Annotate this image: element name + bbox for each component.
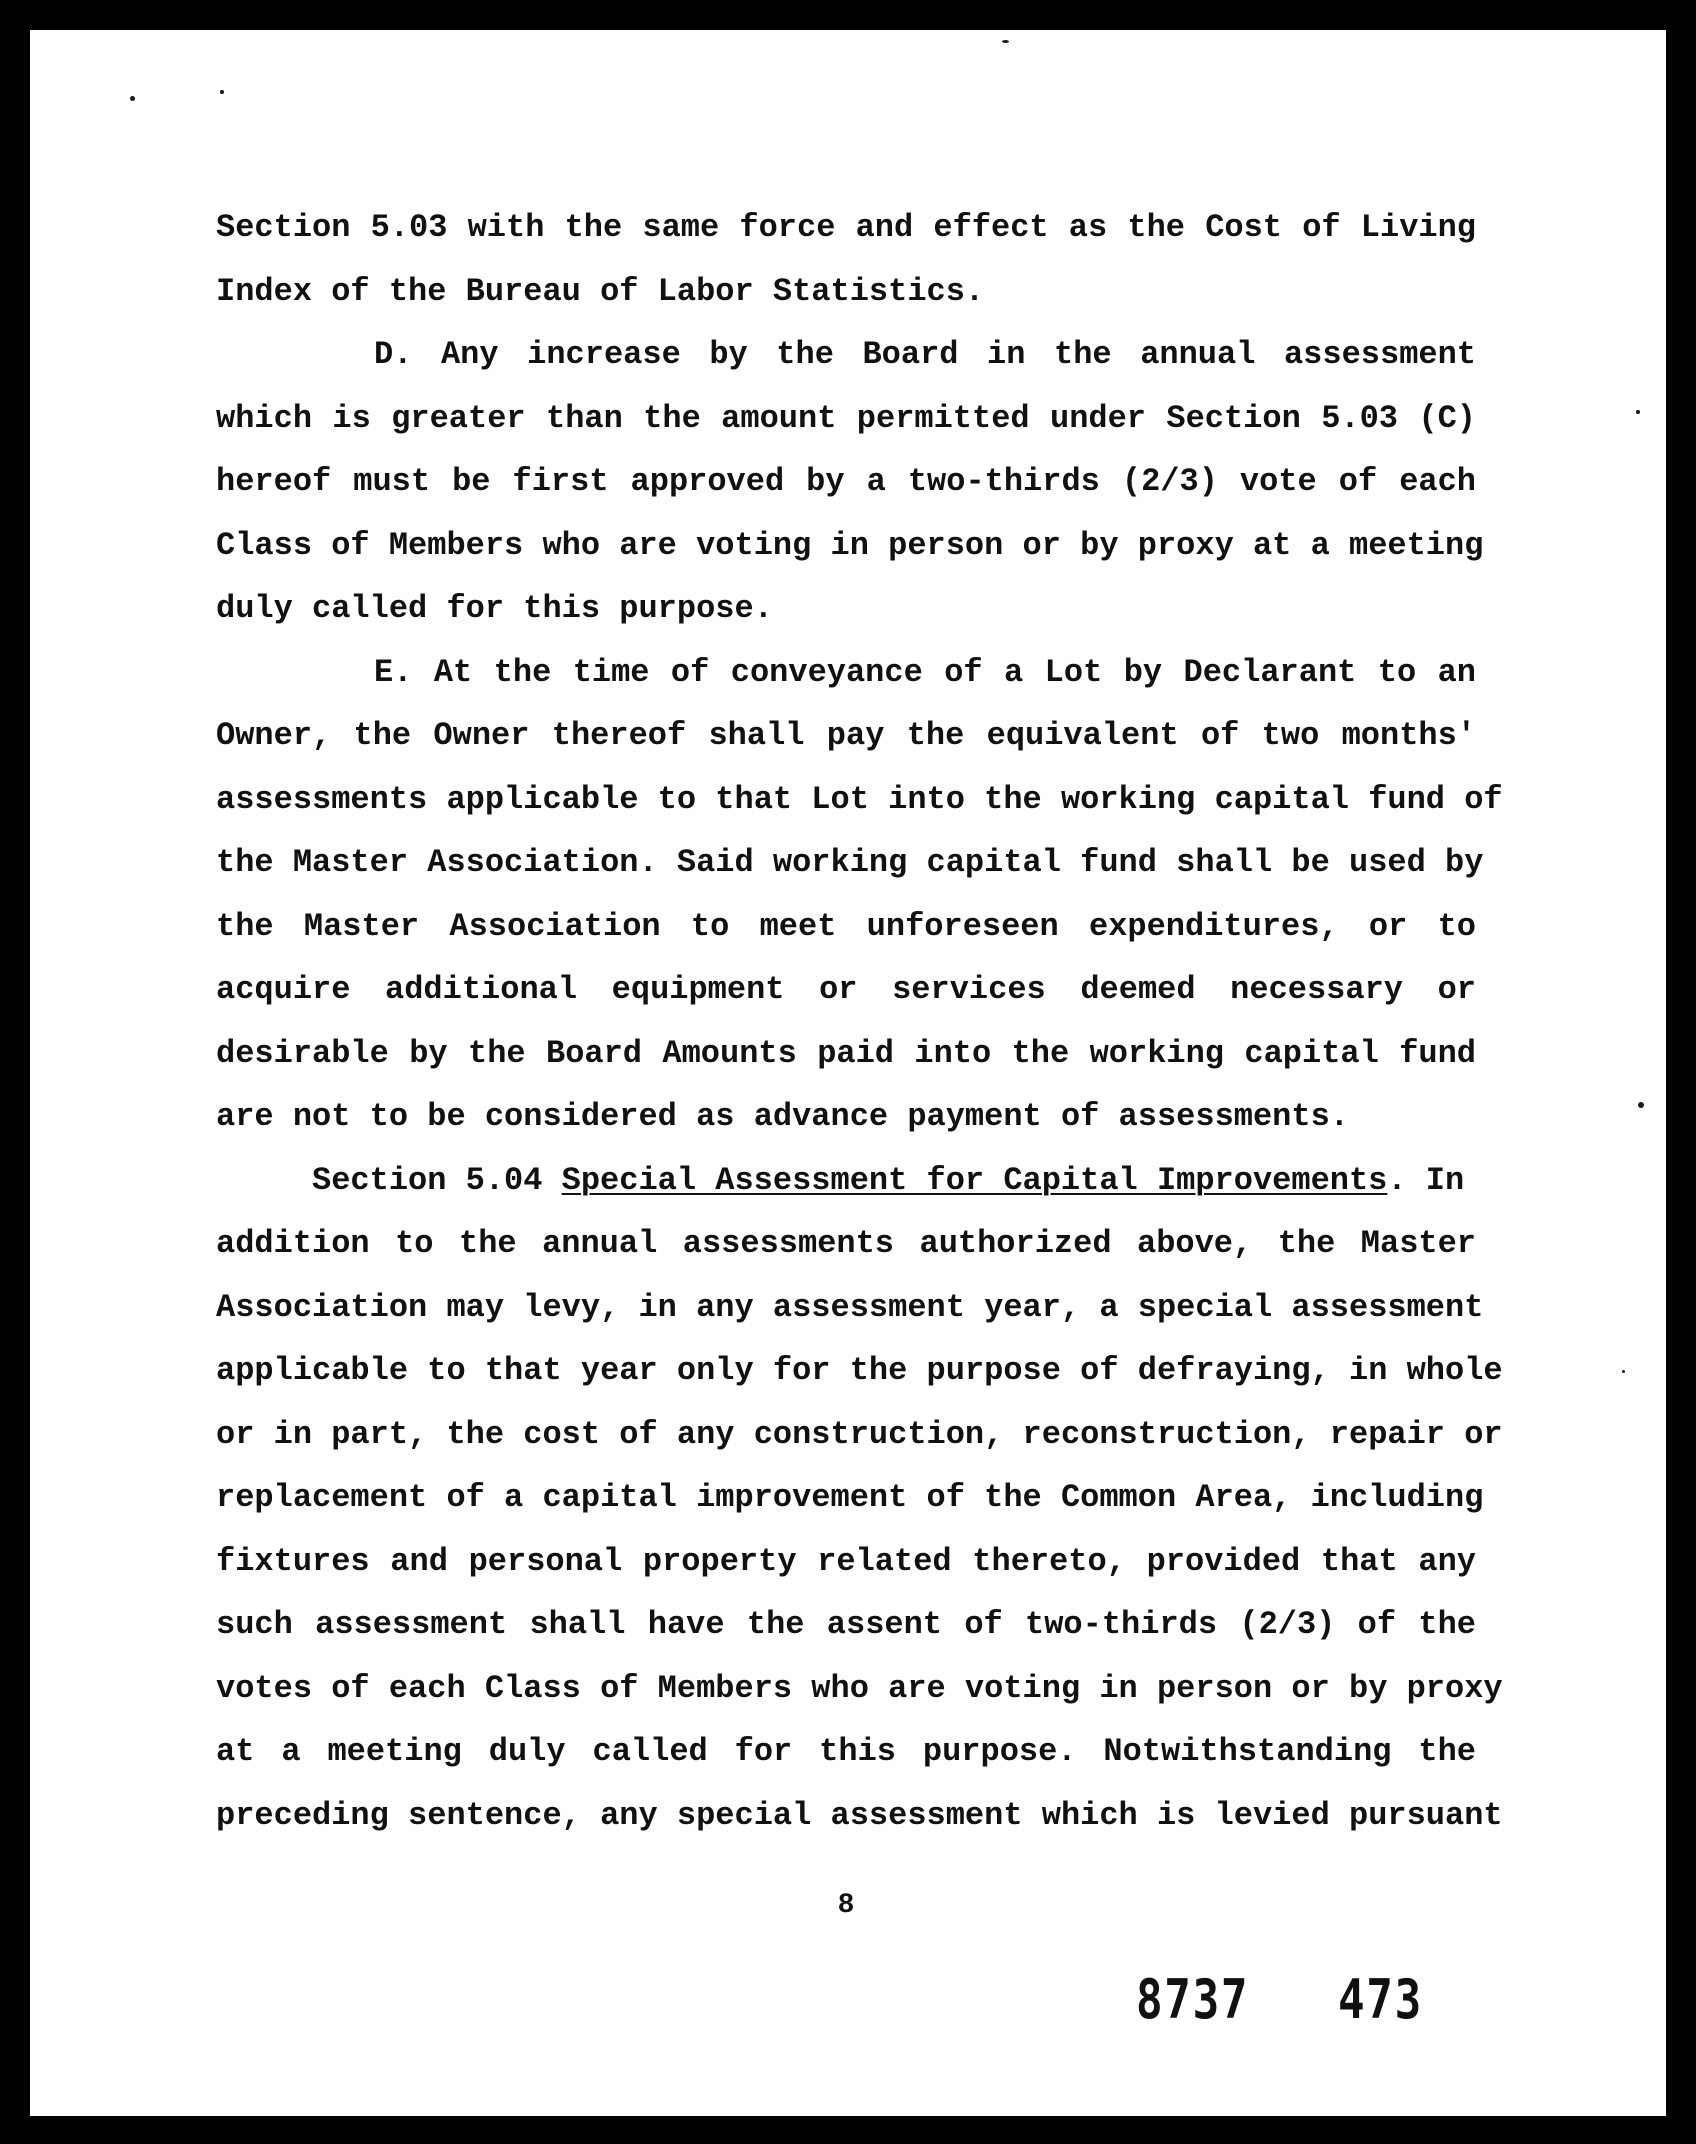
text-line: Class of Members who are voting in person or by proxy at a meeting xyxy=(216,526,1484,564)
text-line: Association may levy, in any assessment year, a special assessment xyxy=(216,1288,1484,1326)
text-line: duly called for this purpose. xyxy=(216,590,773,627)
text-line: acquire additional equipment or services deemed necessary or xyxy=(216,971,1476,1008)
text-line: at a meeting duly called for this purpose. Notwithstanding the xyxy=(216,1733,1476,1770)
text-line: Index of the Bureau of Labor Statistics. xyxy=(216,272,985,310)
recording-page-number: 473 xyxy=(1338,1968,1423,2031)
page-number: 8 xyxy=(837,1890,855,1921)
scan-speck xyxy=(1622,1370,1625,1373)
scan-speck xyxy=(220,90,224,94)
text-line: are not to be considered as advance payment of assessments. xyxy=(216,1098,1349,1135)
scan-speck xyxy=(130,96,135,101)
recording-book-number: 8737 xyxy=(1136,1968,1250,2031)
text-line: assessments applicable to that Lot into the working capital fund of xyxy=(216,780,1503,818)
text-line: hereof must be first approved by a two-thirds (2/3) vote of each xyxy=(216,463,1476,500)
text-line: the Master Association. Said working capital fund shall be used by xyxy=(216,844,1484,881)
document-body xyxy=(216,196,1503,1847)
text-line: desirable by the Board Amounts paid into the working capital fund xyxy=(216,1034,1476,1072)
text-line: Owner, the Owner thereof shall pay the equivalent of two months' xyxy=(216,717,1476,754)
paragraph-d-line: D. Any increase by the Board in the annual assessment xyxy=(374,336,1476,373)
text-line: replacement of a capital improvement of the Common Area, including xyxy=(216,1479,1484,1516)
text-line: or in part, the cost of any construction, reconstruction, repair or xyxy=(216,1415,1503,1453)
text-line: the Master Association to meet unforeseen expenditures, or to xyxy=(216,907,1476,945)
text-line: such assessment shall have the assent of two-thirds (2/3) of the xyxy=(216,1606,1476,1643)
text-line: preceding sentence, any special assessment which is levied pursuant xyxy=(216,1796,1503,1834)
section-5-04-heading-line xyxy=(216,1149,1476,1213)
text-line: votes of each Class of Members who are voting in person or by proxy xyxy=(216,1669,1503,1707)
text-line: addition to the annual assessments authorized above, the Master xyxy=(216,1225,1476,1262)
scan-speck xyxy=(1002,40,1009,43)
section-title: Special Assessment for Capital Improvements xyxy=(561,1161,1388,1199)
text-line: applicable to that year only for the purpose of defraying, in whole xyxy=(216,1352,1503,1389)
scan-speck xyxy=(1636,410,1640,414)
paragraph-e-line: E. At the time of conveyance of a Lot by Declarant to an xyxy=(374,653,1476,691)
section-number: Section 5.04 xyxy=(312,1161,543,1199)
section-heading-tail: . In xyxy=(1387,1161,1465,1199)
scan-speck xyxy=(1638,1102,1644,1108)
text-line: fixtures and personal property related thereto, provided that any xyxy=(216,1542,1476,1580)
text-line: Section 5.03 with the same force and effect as the Cost of Living xyxy=(216,209,1476,246)
text-line: which is greater than the amount permitted under Section 5.03 (C) xyxy=(216,399,1476,437)
